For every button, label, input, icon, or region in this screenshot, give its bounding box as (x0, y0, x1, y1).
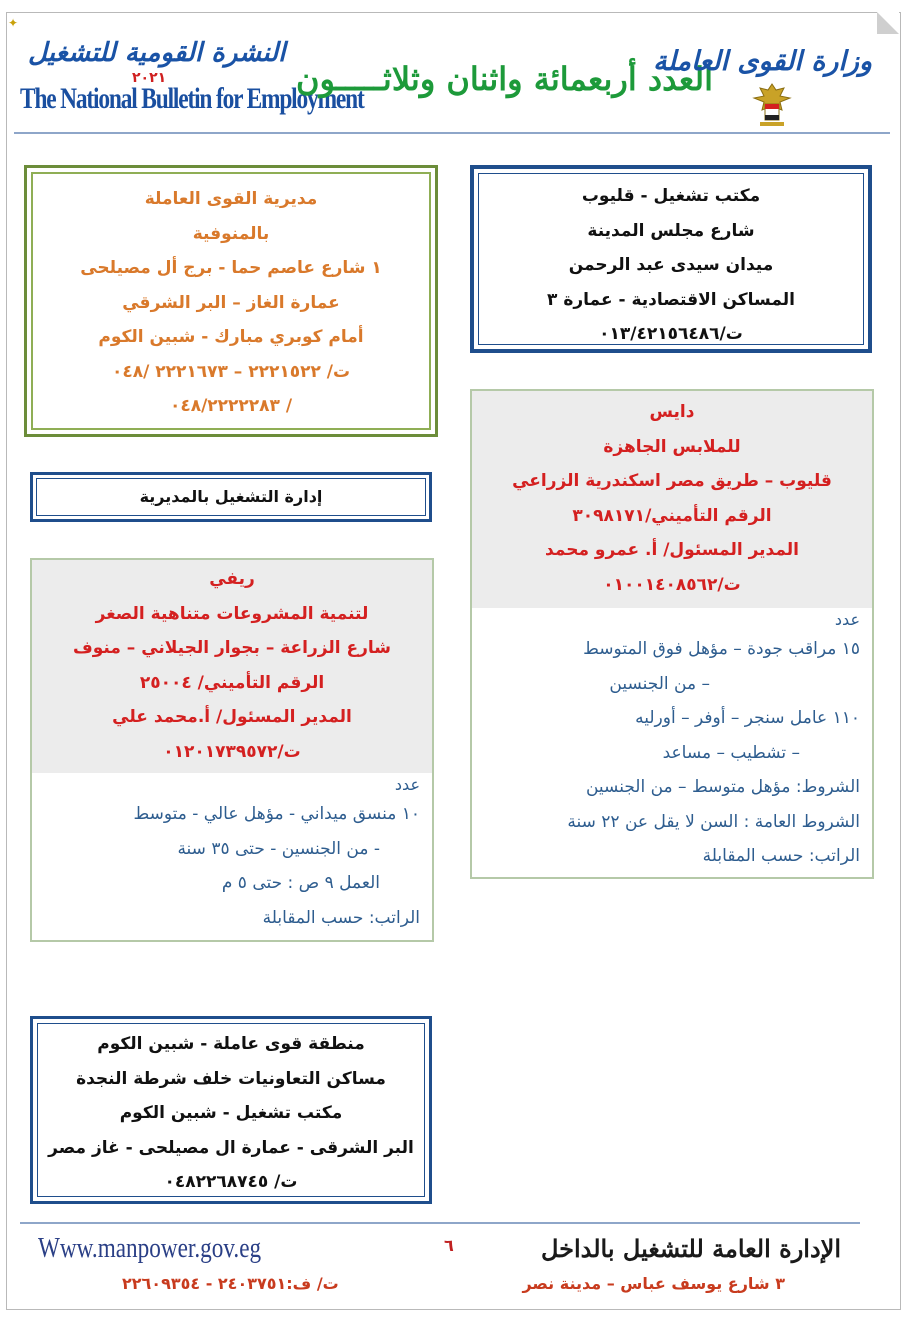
menofia-phone: / ٠٤٨/٢٢٢٢٢٨٣ (169, 396, 293, 416)
bulletin-title-arabic: النشرة القومية للتشغيل (28, 38, 286, 68)
reefy-count-label: عدد (394, 775, 420, 794)
labor-zone-line: مكتب تشغيل - شبين الكوم (119, 1103, 343, 1123)
menofia-phone: ت/ ٢٢٢١٥٢٢ – ٢٢٢١٦٧٣ /٠٤٨ (111, 361, 351, 382)
qalyub-line: شارع مجلس المدينة (587, 220, 755, 241)
menofia-line: عمارة الغاز – البر الشرقي (122, 292, 340, 313)
labor-zone-line: منطقة قوى عاملة - شبين الكوم (97, 1034, 365, 1054)
menofia-line: بالمنوفية (192, 223, 270, 244)
dice-detail-line: – من الجنسين (609, 673, 710, 694)
qalyub-line: مكتب تشغيل - قليوب (581, 186, 761, 206)
dice-detail-line: الشروط العامة : السن لا يقل عن ٢٢ سنة (567, 811, 860, 832)
dice-company-line: للملابس الجاهزة (603, 436, 741, 457)
reefy-company-line: الرقم التأميني/ ٢٥٠٠٤ (139, 672, 325, 693)
reefy-company-name: ريفي (209, 569, 255, 589)
labor-zone-box (30, 1016, 432, 1204)
reefy-detail-line: العمل ٩ ص : حتى ٥ م (221, 873, 380, 893)
egypt-eagle-emblem-icon (750, 80, 794, 128)
menofia-line: مديرية القوى العاملة (144, 189, 318, 209)
dice-company-line: قليوب – طريق مصر اسكندرية الزراعي (512, 471, 832, 491)
footer-divider (20, 1222, 860, 1224)
website-link[interactable]: Www.manpower.gov.eg (38, 1232, 262, 1264)
reefy-company-phone: ت/٠١٢٠١٧٣٩٥٧٢ (163, 741, 301, 762)
reefy-company-line: المدير المسئول/ أ.محمد علي (112, 707, 352, 727)
labor-zone-line: مساكن التعاونيات خلف شرطة النجدة (76, 1068, 386, 1089)
reefy-job-details (32, 797, 432, 935)
employment-admin-title: إدارة التشغيل بالمديرية (139, 487, 323, 506)
dice-detail-line: الراتب: حسب المقابلة (702, 846, 860, 866)
labor-zone-line: البر الشرقى - عمارة ال مصيلحى - غاز مصر (48, 1137, 414, 1158)
menofia-directorate-box (24, 165, 438, 437)
dice-detail-line: ١٥ مراقب جودة – مؤهل فوق المتوسط (583, 639, 860, 659)
footer-phone-fax: ت/ ف:٢٤٠٣٧٥١ - ٢٢٦٠٩٣٥٤ (122, 1274, 339, 1293)
dice-company-line: المدير المسئول/ أ. عمرو محمد (545, 540, 799, 560)
issue-title: العدد أربعمائة واثنان وثلاثـــــون (296, 60, 713, 98)
dice-company-name: دايس (649, 402, 695, 422)
dice-company-line: الرقم التأميني/٣٠٩٨١٧١ (572, 505, 772, 526)
footer-address: ٣ شارع يوسف عباس – مدينة نصر (522, 1274, 785, 1293)
qalyub-line: المساكن الاقتصادية - عمارة ٣ (547, 289, 795, 310)
reefy-company-line: لتنمية المشروعات متناهية الصغر (95, 603, 369, 624)
dice-detail-line: الشروط: مؤهل متوسط – من الجنسين (585, 777, 860, 797)
reefy-detail-line: ١٠ منسق ميداني - مؤهل عالي - متوسط (133, 804, 420, 824)
page-number: ٦ (444, 1236, 454, 1255)
menofia-line: ١ شارع عاصم حما - برج أل مصيلحى (80, 258, 382, 278)
header-divider (14, 132, 890, 134)
dice-count-label: عدد (834, 610, 860, 629)
menofia-line: أمام كوبري مبارك - شبين الكوم (98, 327, 364, 347)
star-icon: ✦ (8, 16, 19, 30)
dice-company-phone: ت/٠١٠٠١٤٠٨٥٦٢ (603, 574, 741, 595)
reefy-company-line: شارع الزراعة – بجوار الجيلاني – منوف (72, 638, 391, 658)
dice-company-header (472, 391, 872, 608)
ministry-name: وزارة القوى العاملة (653, 46, 872, 77)
bulletin-year: ٢٠٢١ (132, 70, 167, 86)
dice-detail-line: – تشطيب – مساعد (662, 742, 800, 763)
qalyub-line: ميدان سيدى عبد الرحمن (568, 255, 774, 275)
page-fold-corner (877, 12, 899, 34)
reefy-company-header (32, 560, 432, 773)
dice-job-listing (470, 389, 874, 879)
labor-zone-phone: ت/ ٠٤٨٢٢٦٨٧٤٥ (164, 1172, 298, 1192)
qalyub-phone: ت/٠١٣/٤٢١٥٦٤٨٦ (599, 324, 743, 344)
dice-job-details (472, 632, 872, 874)
reefy-job-listing (30, 558, 434, 942)
bulletin-title-english: The National Bulletin for Employment (20, 82, 364, 115)
qalyub-office-box (470, 165, 872, 353)
reefy-detail-line: الراتب: حسب المقابلة (262, 907, 420, 928)
page-header (14, 34, 890, 132)
dice-detail-line: ١١٠ عامل سنجر – أوفر – أورليه (635, 708, 860, 728)
reefy-detail-line: - من الجنسين - حتى ٣٥ سنة (177, 838, 380, 859)
general-admin-title: الإدارة العامة للتشغيل بالداخل (540, 1234, 841, 1263)
employment-admin-box (30, 472, 432, 522)
